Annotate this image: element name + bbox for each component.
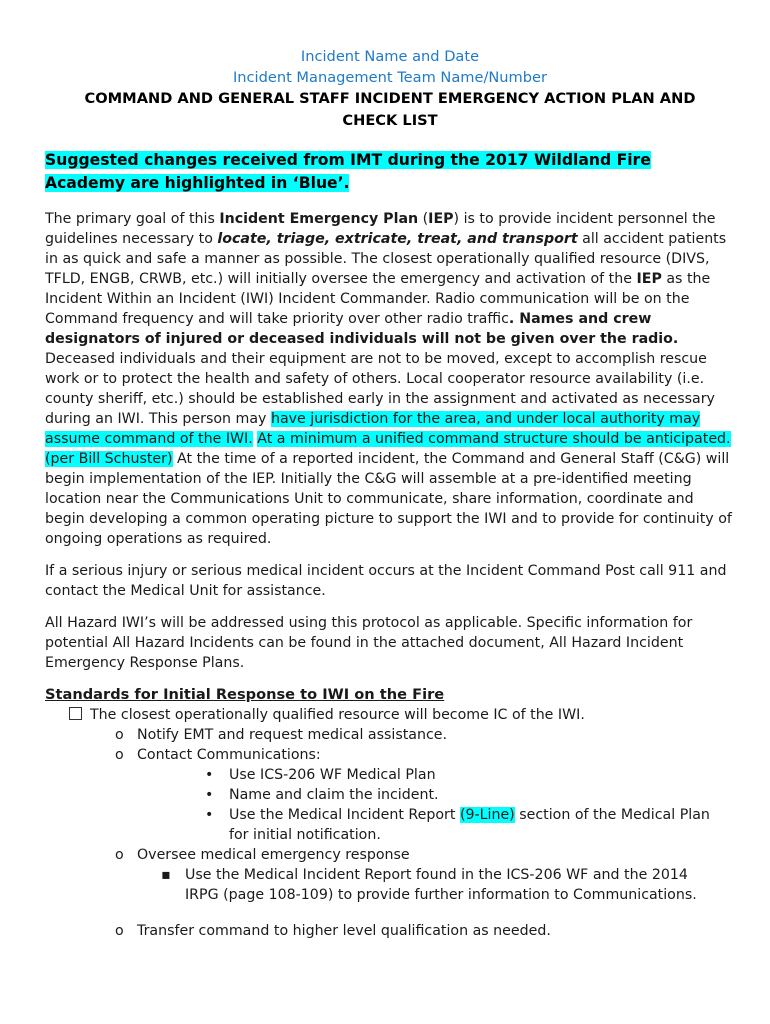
- list-item-oversee-response: o Oversee medical emergency response: [115, 847, 410, 863]
- list-item-irpg: ▪ Use the Medical Incident Report found in the ICS-206 WF and the 2014: [161, 867, 688, 883]
- list-item-irpg-cont: IRPG (page 108-109) to provide further information to Communications.: [185, 887, 697, 903]
- highlight-note: Suggested changes received from IMT during the 2017 Wildland Fire Academy are highlighted in ‘Blue’.: [45, 151, 651, 192]
- list-item-ics206: • Use ICS-206 WF Medical Plan: [205, 767, 436, 783]
- circle-bullet-icon: o: [115, 847, 124, 863]
- document-title: COMMAND AND GENERAL STAFF INCIDENT EMERGENCY ACTION PLAN AND CHECK LIST: [84, 90, 696, 129]
- list-item-notify-emt: o Notify EMT and request medical assistance.: [115, 727, 448, 743]
- checklist-item-closest-resource: The closest operationally qualified resource will become IC of the IWI.: [45, 705, 735, 725]
- incident-name-date: Incident Name and Date: [300, 48, 480, 65]
- bullet-icon: •: [205, 767, 214, 783]
- paragraph-primary-goal: The primary goal of this Incident Emergency Plan (IEP) is to provide incident personnel the guidelines necessary to locate, triage, extricate, treat, and transport all accident patients in as quick and safe a manner as possible. The closest operationally qualified resource (DIVS, TFLD, ENGB, CRWB, etc.) will initially oversee the emergency and activation of the IEP as the Incident Within an Incident (IWI) Incident Commander. Radio communication will be on the Command frequency and will take priority over other radio traffic. Names and crew designators of injured or deceased individuals will not be given over the radio. Deceased individuals and their equipment are not to be moved, except to accomplish rescue work or to protect the health and safety of others. Local cooperator resource availability (i.e. county sheriff, etc.) should be established early in the assignment and activated as necessary during an IWI. This person may have jurisdiction for the area, and under local authority may assume command of the IWI. At a minimum a unified command structure should be anticipated. (per Bill Schuster) At the time of a reported incident, the Command and General Staff (C&G) will begin implementation of the IEP. Initially the C&G will assemble at a pre-identified meeting location near the Communications Unit to communicate, share information, coordinate and begin developing a common operating picture to support the IWI and to provide for continuity of ongoing operations as required.: [45, 211, 732, 547]
- list-item-transfer-command: o Transfer command to higher level qualification as needed.: [115, 923, 551, 939]
- list-item-name-claim: • Name and claim the incident.: [205, 787, 439, 803]
- list-item-medical-report: • Use the Medical Incident Report (9-Line) section of the Medical Plan: [205, 807, 710, 823]
- circle-bullet-icon: o: [115, 727, 124, 743]
- team-name-number: Incident Management Team Name/Number: [232, 69, 548, 86]
- circle-bullet-icon: o: [115, 923, 124, 939]
- checkbox[interactable]: [69, 707, 82, 720]
- bullet-icon: •: [205, 787, 214, 803]
- paragraph-all-hazard: All Hazard IWI’s will be addressed using this protocol as applicable. Specific information for potential All Hazard Incidents can be found in the attached document, All Hazard Incident Emergency Response Plans.: [45, 615, 693, 671]
- list-item-contact-comms: o Contact Communications:: [115, 747, 321, 763]
- bullet-icon: •: [205, 807, 214, 823]
- paragraph-serious-injury: If a serious injury or serious medical incident occurs at the Incident Command Post call 911 and contact the Medical Unit for assistance.: [45, 563, 727, 599]
- list-item-medical-report-cont: for initial notification.: [229, 827, 381, 843]
- standards-list: [45, 705, 735, 941]
- document-page: [45, 46, 735, 941]
- standards-heading: Standards for Initial Response to IWI on the Fire: [45, 686, 445, 703]
- circle-bullet-icon: o: [115, 747, 124, 763]
- square-bullet-icon: ▪: [161, 867, 171, 883]
